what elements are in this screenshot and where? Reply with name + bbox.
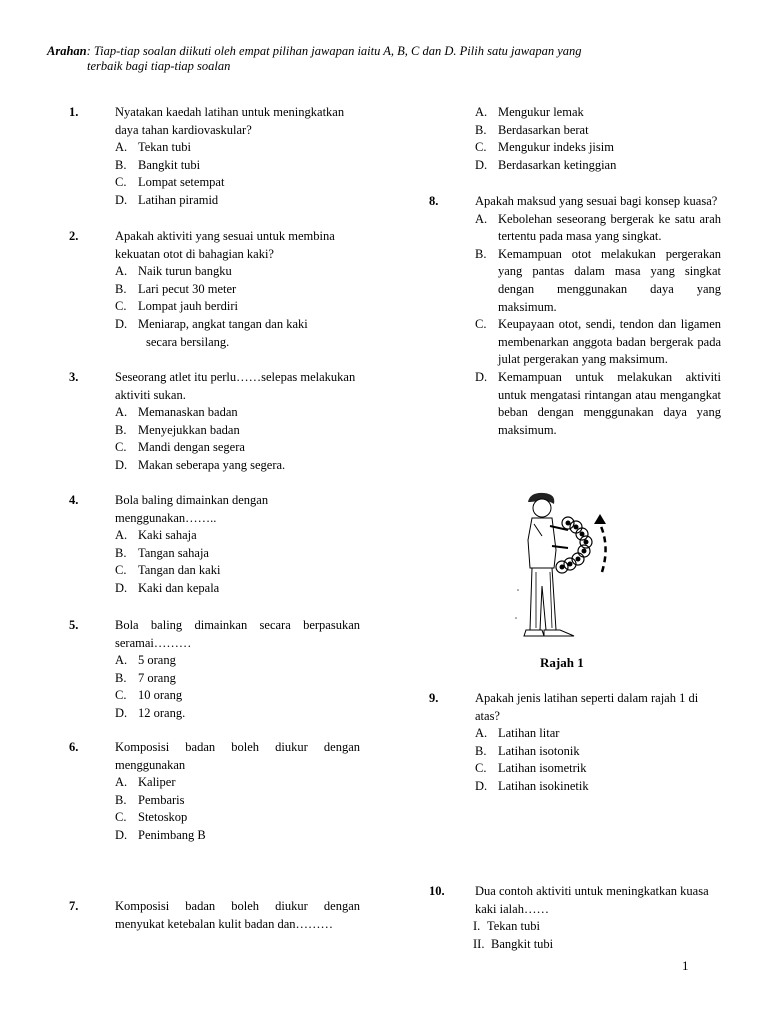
option-a[interactable]: A. Memanaskan badan [115,405,238,420]
option-b[interactable]: B. 7 orang [115,670,176,685]
question-number: 9. [429,691,439,705]
question-stem: Apakah jenis latihan seperti dalam rajah 1 di atas? [475,691,699,723]
option-c[interactable]: C. Keupayaan otot, sendi, tendon dan ligamen membenarkan anggota badan bergerak pada julat pergerakan yang maksimum. [475,317,721,367]
instruction-label: Arahan [47,44,87,58]
option-d[interactable]: D. Latihan piramid [115,192,219,207]
option-c[interactable]: C. Stetoskop [115,810,188,825]
option-c[interactable]: C. Tangan dan kaki [115,563,221,578]
instruction-line2: terbaik bagi tiap-tiap soalan [87,59,231,73]
option-d[interactable]: D. Berdasarkan ketinggian [475,157,617,172]
question-number: 2. [69,229,79,243]
question-stem: Apakah maksud yang sesuai bagi konsep kuasa? [475,194,718,208]
option-c[interactable]: C. Lompat setempat [115,175,225,190]
question-stem: Komposisi badan boleh diukur dengan menyukat ketebalan kulit badan dan……… [115,899,360,931]
option-d[interactable]: D. Kemampuan untuk melakukan aktiviti untuk mengatasi rintangan atau mengangkat beban dengan menggunakan daya yang maksimum. [475,369,721,437]
option-b[interactable]: B. Menyejukkan badan [115,422,240,437]
exercise-figure [508,490,618,640]
question-number: 3. [69,370,79,384]
option-c[interactable]: C. Latihan isometrik [475,761,587,776]
question-number: 10. [429,884,445,898]
question-number: 6. [69,740,79,754]
option-b[interactable]: B. Pembaris [115,792,185,807]
question-stem: Seseorang atlet itu perlu……selepas melakukan aktiviti sukan. [115,370,356,402]
option-d[interactable]: D. Penimbang B [115,827,206,842]
option-a[interactable]: A. Latihan litar [475,726,560,741]
question-number: 8. [429,194,439,208]
question-number: 5. [69,618,79,632]
question-number: 1. [69,105,79,119]
option-a[interactable]: A. Kaki sahaja [115,528,197,543]
option-b[interactable]: B. Latihan isotonik [475,743,580,758]
instruction-line1: : Tiap-tiap soalan diikuti oleh empat pilihan jawapan iaitu A, B, C dan D. Pilih satu jawapan yang [86,44,582,58]
option-b[interactable]: B. Bangkit tubi [115,157,201,172]
question-number: 4. [69,493,79,507]
figure-caption: Rajah 1 [540,655,584,670]
option-i[interactable]: I. Tekan tubi [473,919,540,934]
question-stem: Dua contoh aktiviti untuk meningkatkan kuasa kaki ialah…… [475,884,709,916]
option-c[interactable]: C. Mengukur indeks jisim [475,140,614,155]
question-stem: Apakah aktiviti yang sesuai untuk membina kekuatan otot di bahagian kaki? [115,229,335,261]
option-d[interactable]: D. Kaki dan kepala [115,580,220,595]
option-ii[interactable]: II. Bangkit tubi [473,936,554,951]
question-stem: Bola baling dimainkan secara berpasukan seramai……… [115,618,360,650]
option-b[interactable]: B. Tangan sahaja [115,545,209,560]
option-c[interactable]: C. 10 orang [115,688,183,703]
option-d[interactable]: D. Makan seberapa yang segera. [115,457,286,472]
option-b[interactable]: B. Lari pecut 30 meter [115,281,237,296]
option-a[interactable]: A. Kebolehan seseorang bergerak ke satu arah tertentu pada masa yang singkat. [475,211,721,244]
option-b[interactable]: B. Kemampuan otot melakukan pergerakan yang pantas dalam masa yang singkat dengan menggunakan daya yang maksimum. [475,246,721,314]
option-a[interactable]: A. Kaliper [115,775,176,790]
option-a[interactable]: A. Mengukur lemak [475,105,584,119]
option-d[interactable]: D. Meniarap, angkat tangan dan kaki [115,316,308,331]
option-a[interactable]: A. 5 orang [115,653,176,668]
question-stem: Bola baling dimainkan dengan menggunakan…….. [115,493,269,525]
option-a[interactable]: A. Tekan tubi [115,140,191,155]
option-a[interactable]: A. Naik turun bangku [115,264,232,279]
question-number: 7. [69,899,79,913]
option-c[interactable]: C. Lompat jauh berdiri [115,299,238,314]
option-b[interactable]: B. Berdasarkan berat [475,122,589,137]
option-c[interactable]: C. Mandi dengan segera [115,440,245,455]
question-stem: Komposisi badan boleh diukur dengan menggunakan [115,740,360,772]
option-d[interactable]: D. Latihan isokinetik [475,778,589,793]
question-stem: Nyatakan kaedah latihan untuk meningkatkan daya tahan kardiovaskular? [115,105,345,137]
page-number: 1 [682,958,689,973]
option-d-continuation: secara bersilang. [146,334,230,349]
instructions [47,44,727,74]
option-d[interactable]: D. 12 orang. [115,705,186,720]
